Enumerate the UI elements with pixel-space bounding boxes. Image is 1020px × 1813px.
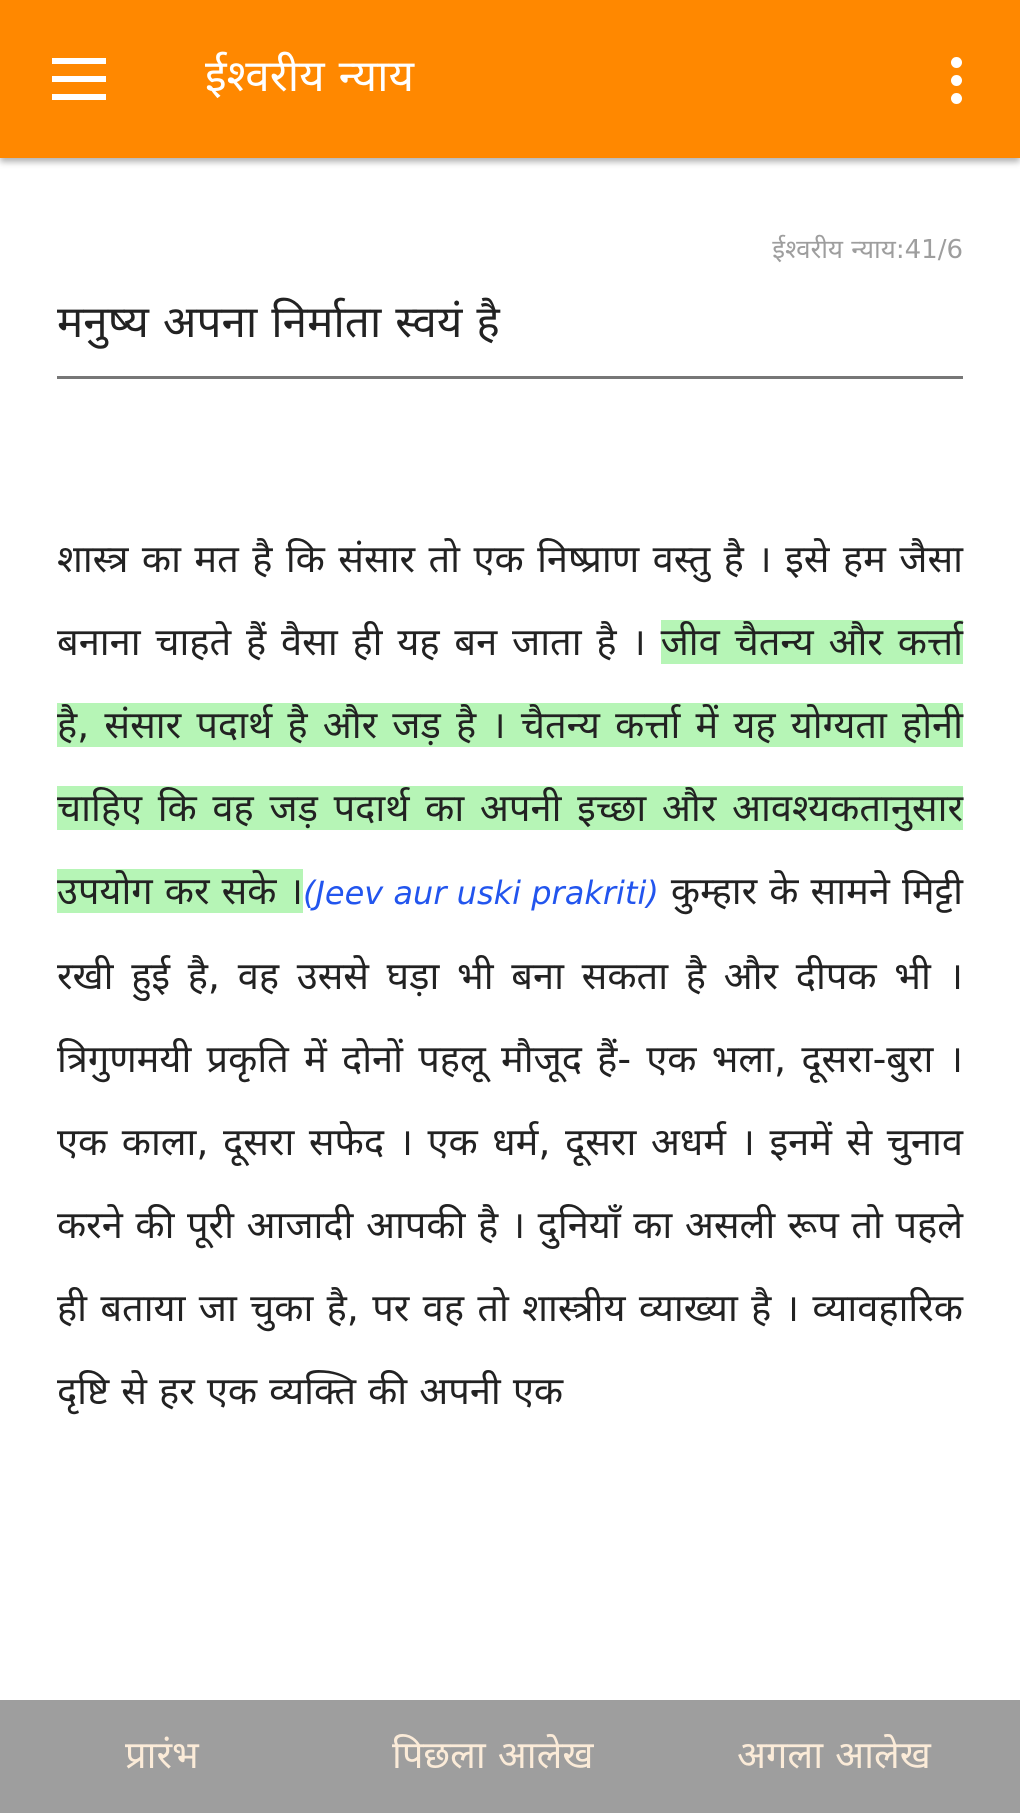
more-vert-icon[interactable] [945, 55, 969, 105]
body-text: कुम्हार के सामने मिट्टी रखी हुई है, वह उससे घड़ा भी बना सकता है और दीपक भी । त्रिगुणमयी प्रकृति में दोनों पहलू मौजूद हैं- एक भला, दूसरा-बुरा । एक काला, दूसरा सफेद । एक धर्म, दूसरा अधर्म । इनमें से चुनाव करने की पूरी आजादी आपकी है । दुनियाँ का असली रूप तो पहले ही बताया जा चुका है, पर वह तो शास्त्रीय व्याख्या है । व्यावहारिक दृष्टि से हर एक व्यक्ति की अपनी एक [57, 869, 963, 1413]
hamburger-icon[interactable] [52, 58, 106, 100]
body-text: शास्त्र का मत है कि संसार तो एक निष्प्राण वस्तु है । इसे हम जैसा बनाना चाहते हैं वैसा ही यह बन जाता है । [57, 537, 963, 664]
app-bar [0, 0, 1020, 158]
article-body [57, 518, 963, 1433]
bottom-nav-bar [0, 1700, 1020, 1813]
previous-article-button[interactable]: पिछला आलेख [392, 1733, 594, 1777]
next-article-button[interactable]: अगला आलेख [737, 1733, 931, 1777]
article-heading: मनुष्य अपना निर्माता स्वयं है [57, 297, 500, 348]
app-title: ईश्वरीय न्याय [205, 51, 415, 102]
heading-divider [57, 376, 963, 379]
reference-link[interactable]: (Jeev aur uski prakriti) [303, 874, 659, 912]
start-button[interactable]: प्रारंभ [125, 1733, 199, 1777]
highlighted-text[interactable]: जीव चैतन्य और कर्त्ता है, संसार पदार्थ है और जड़ है । चैतन्य कर्त्ता में यह योग्यता होनी चाहिए कि वह जड़ पदार्थ का अपनी इच्छा और आवश्यकतानुसार उपयोग कर सके । [57, 620, 963, 913]
article-reference: ईश्वरीय न्याय:41/6 [772, 235, 963, 265]
